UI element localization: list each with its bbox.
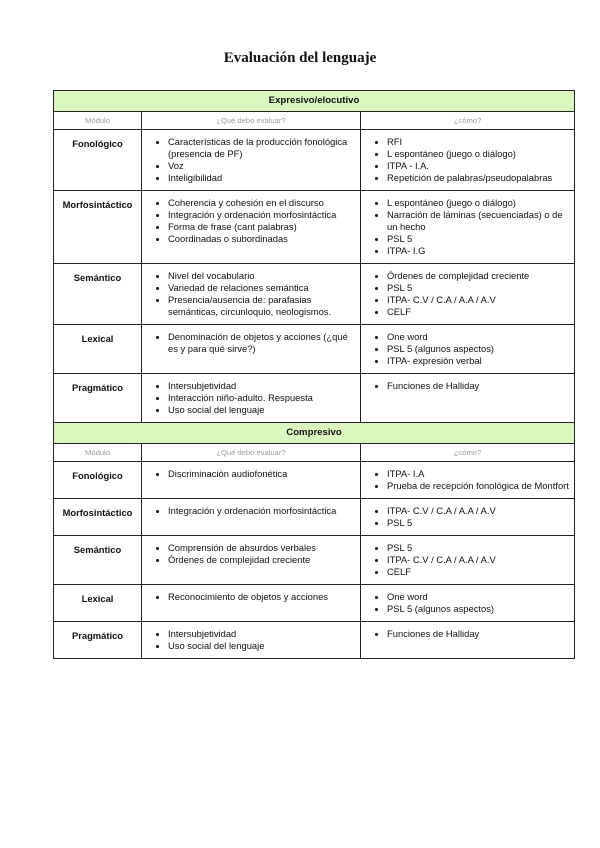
list-item: • Órdenes de complejidad creciente <box>168 554 356 566</box>
table-row <box>54 264 575 325</box>
list-item: • ITPA- C.V / C.A / A.A / A.V <box>387 294 570 306</box>
column-header-como: ¿cómo? <box>361 112 575 130</box>
list-item: • ITPA- expresión verbal <box>387 355 570 367</box>
module-name: Pragmático <box>54 622 142 659</box>
list-item: • Repetición de palabras/pseudopalabras <box>387 172 570 184</box>
list-item: • Características de la producción fonológica (presencia de PF) <box>168 136 356 160</box>
evaluate-cell <box>142 264 361 325</box>
bullet-list <box>142 374 360 422</box>
list-item: • One word <box>387 331 570 343</box>
bullet-list <box>361 264 574 324</box>
list-item: • Nivel del vocabulario <box>168 270 356 282</box>
method-cell <box>361 536 575 585</box>
method-cell <box>361 622 575 659</box>
module-name: Morfosintáctico <box>54 499 142 536</box>
list-item: • ITPA- C.V / C.A / A.A / A.V <box>387 554 570 566</box>
module-name: Semántico <box>54 536 142 585</box>
list-item: • Narración de láminas (secuenciadas) o de un hecho <box>387 209 570 233</box>
method-cell <box>361 462 575 499</box>
list-item: • CELF <box>387 566 570 578</box>
list-item: • Reconocimiento de objetos y acciones <box>168 591 356 603</box>
module-name: Lexical <box>54 585 142 622</box>
method-cell <box>361 325 575 374</box>
list-item: • Funciones de Halliday <box>387 628 570 640</box>
list-item: • PSL 5 (algunos aspectos) <box>387 343 570 355</box>
column-header-row <box>54 112 575 130</box>
list-item: • Presencia/ausencia de: parafasias semánticas, circunloquio, neologismos. <box>168 294 356 318</box>
list-item: • L espontáneo (juego o diálogo) <box>387 148 570 160</box>
list-item: • Integración y ordenación morfosintáctica <box>168 209 356 221</box>
bullet-list <box>361 325 574 373</box>
bullet-list <box>142 462 360 486</box>
table-row <box>54 499 575 536</box>
table-row <box>54 130 575 191</box>
column-header-modulo: Módulo <box>54 112 142 130</box>
list-item: • Funciones de Halliday <box>387 380 570 392</box>
method-cell <box>361 264 575 325</box>
list-item: • ITPA- I.A <box>387 468 570 480</box>
list-item: • ITPA- I.G <box>387 245 570 257</box>
list-item: • One word <box>387 591 570 603</box>
bullet-list <box>361 374 574 398</box>
list-item: • PSL 5 (algunos aspectos) <box>387 603 570 615</box>
list-item: • Integración y ordenación morfosintáctica <box>168 505 356 517</box>
bullet-list <box>361 622 574 646</box>
evaluate-cell <box>142 130 361 191</box>
list-item: • Forma de frase (cant palabras) <box>168 221 356 233</box>
column-header-row <box>54 444 575 462</box>
method-cell <box>361 130 575 191</box>
column-header-que: ¿Qué debo evaluar? <box>142 112 361 130</box>
bullet-list <box>361 536 574 584</box>
evaluate-cell <box>142 585 361 622</box>
list-item: • Intersubjetividad <box>168 628 356 640</box>
method-cell <box>361 585 575 622</box>
table-row <box>54 585 575 622</box>
method-cell <box>361 374 575 423</box>
list-item: • PSL 5 <box>387 517 570 529</box>
bullet-list <box>142 325 360 361</box>
module-name: Morfosintáctico <box>54 191 142 264</box>
section-row <box>54 423 575 444</box>
bullet-list <box>361 130 574 190</box>
list-item: • Coherencia y cohesión en el discurso <box>168 197 356 209</box>
list-item: • Voz <box>168 160 356 172</box>
list-item: • Prueba de recepción fonológica de Montfort <box>387 480 570 492</box>
list-item: • Comprensión de absurdos verbales <box>168 542 356 554</box>
list-item: • Uso social del lenguaje <box>168 640 356 652</box>
list-item: • Discriminación audiofonética <box>168 468 356 480</box>
evaluate-cell <box>142 191 361 264</box>
evaluation-table <box>53 90 575 659</box>
bullet-list <box>142 130 360 190</box>
column-header-como: ¿cómo? <box>361 444 575 462</box>
table-row <box>54 374 575 423</box>
list-item: • Coordinadas o subordinadas <box>168 233 356 245</box>
module-name: Lexical <box>54 325 142 374</box>
evaluate-cell <box>142 536 361 585</box>
table-row <box>54 191 575 264</box>
list-item: • PSL 5 <box>387 282 570 294</box>
bullet-list <box>361 462 574 498</box>
evaluate-cell <box>142 374 361 423</box>
list-item: • L espontáneo (juego o diálogo) <box>387 197 570 209</box>
list-item: • Variedad de relaciones semántica <box>168 282 356 294</box>
module-name: Fonológico <box>54 462 142 499</box>
module-name: Fonológico <box>54 130 142 191</box>
list-item: • Denominación de objetos y acciones (¿qué es y para qué sirve?) <box>168 331 356 355</box>
bullet-list <box>361 585 574 621</box>
list-item: • RFI <box>387 136 570 148</box>
list-item: • Inteligibilidad <box>168 172 356 184</box>
bullet-list <box>142 499 360 523</box>
bullet-list <box>142 622 360 658</box>
bullet-list <box>142 191 360 251</box>
list-item: • Intersubjetividad <box>168 380 356 392</box>
table-row <box>54 462 575 499</box>
bullet-list <box>142 264 360 324</box>
list-item: • PSL 5 <box>387 233 570 245</box>
method-cell <box>361 191 575 264</box>
list-item: • ITPA - I.A. <box>387 160 570 172</box>
bullet-list <box>361 191 574 263</box>
bullet-list <box>361 499 574 535</box>
bullet-list <box>142 536 360 572</box>
evaluate-cell <box>142 462 361 499</box>
list-item: • Órdenes de complejidad creciente <box>387 270 570 282</box>
page-title: Evaluación del lenguaje <box>223 50 377 66</box>
column-header-que: ¿Qué debo evaluar? <box>142 444 361 462</box>
bullet-list <box>142 585 360 609</box>
evaluate-cell <box>142 622 361 659</box>
list-item: • CELF <box>387 306 570 318</box>
evaluate-cell <box>142 325 361 374</box>
list-item: • ITPA- C.V / C.A / A.A / A.V <box>387 505 570 517</box>
column-header-modulo: Módulo <box>54 444 142 462</box>
table-row <box>54 622 575 659</box>
section-title: Expresivo/elocutivo <box>54 91 575 112</box>
list-item: • Uso social del lenguaje <box>168 404 356 416</box>
evaluate-cell <box>142 499 361 536</box>
list-item: • Interacción niño-adulto. Respuesta <box>168 392 356 404</box>
module-name: Pragmático <box>54 374 142 423</box>
section-title: Compresivo <box>54 423 575 444</box>
method-cell <box>361 499 575 536</box>
table-row <box>54 325 575 374</box>
section-row <box>54 91 575 112</box>
list-item: • PSL 5 <box>387 542 570 554</box>
table-row <box>54 536 575 585</box>
module-name: Semántico <box>54 264 142 325</box>
